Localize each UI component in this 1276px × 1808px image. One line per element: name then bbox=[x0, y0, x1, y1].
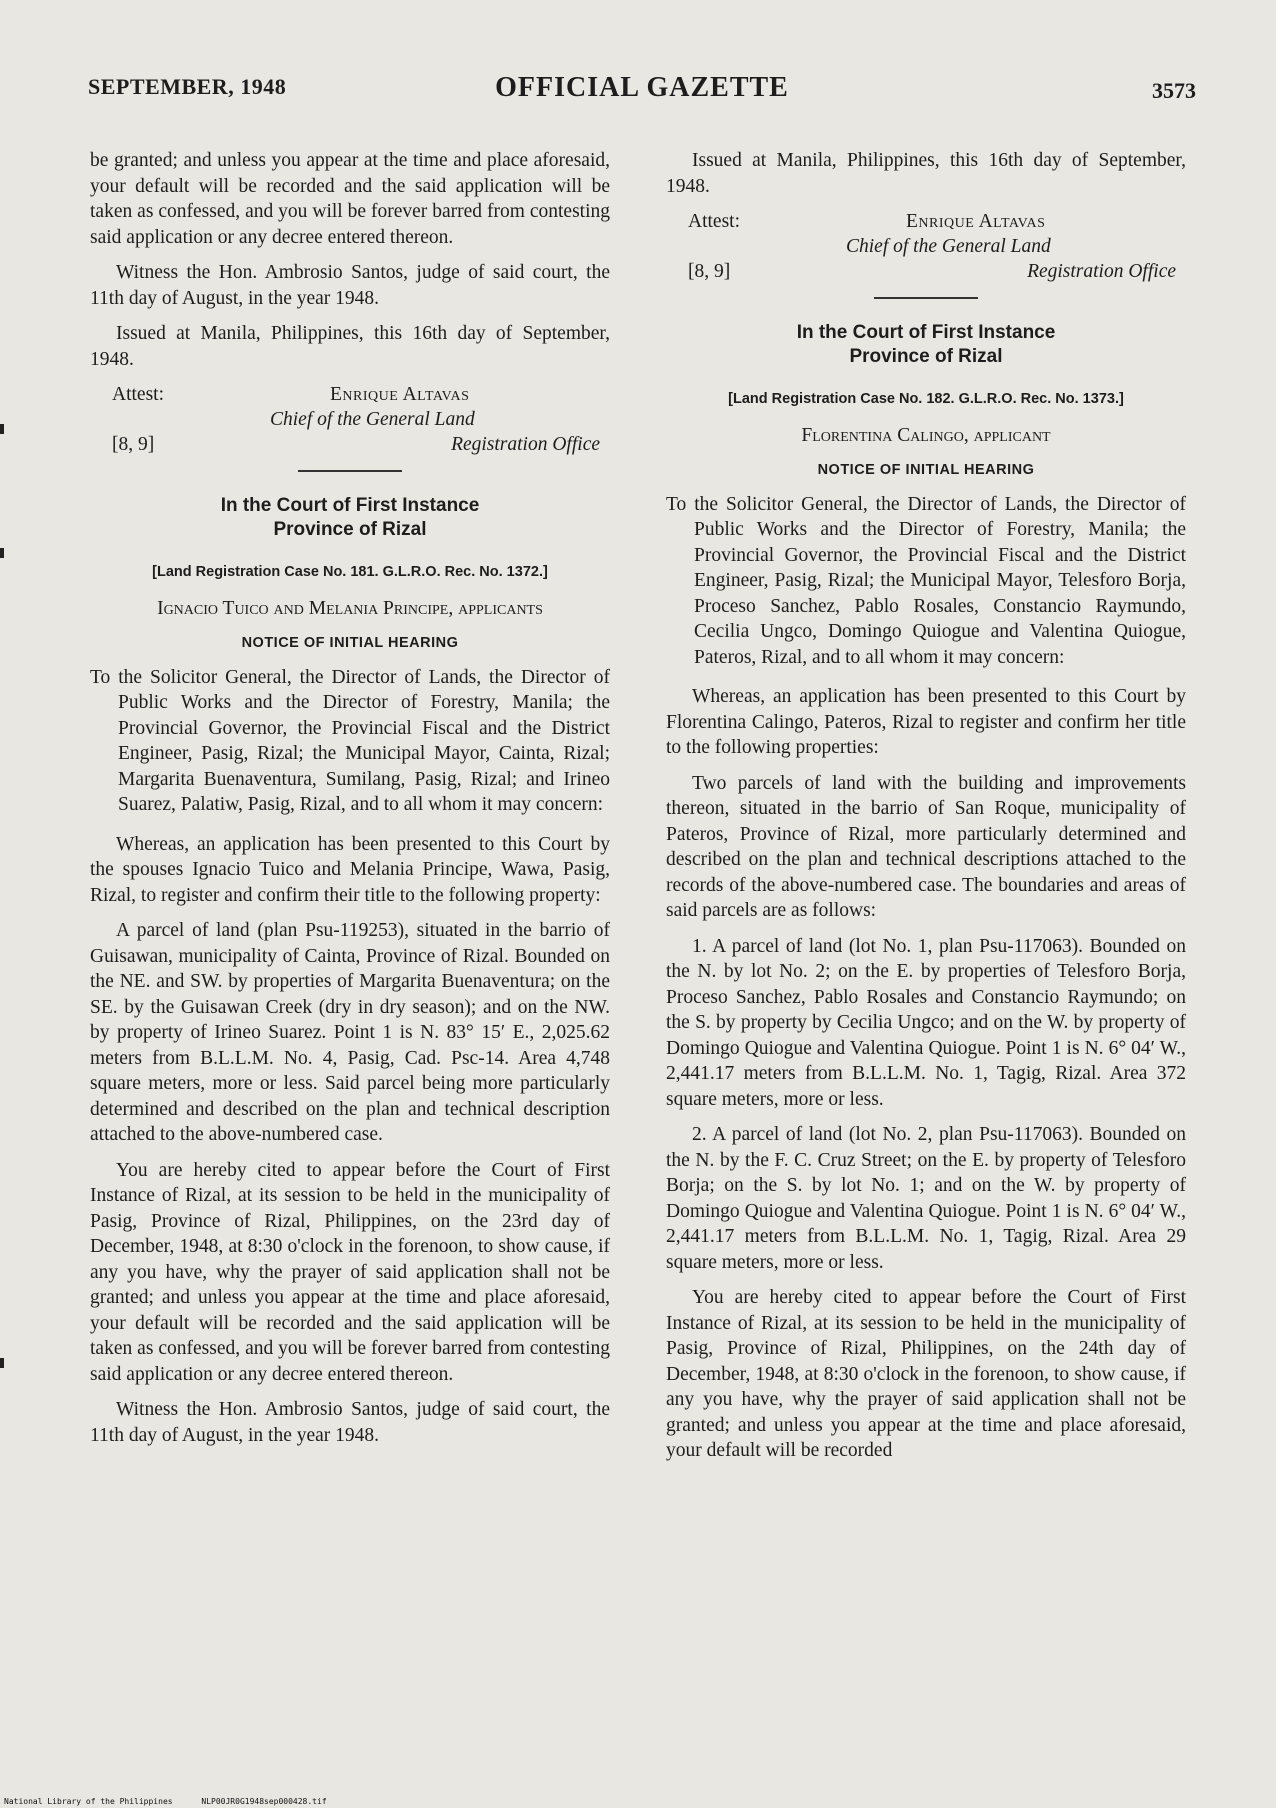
scan-edge-mark bbox=[0, 1358, 4, 1368]
parcel-paragraph: 2. A parcel of land (lot No. 2, plan Psu-117063). Bounded on the N. by the F. C. Cruz Street; on the E. by property of Telesforo Borja; on the S. by lot No. 1; and on the W. by property of Domingo Quiogue and Valentina Quiogue. Point 1 is N. 6° 04′ W., 2,441.17 meters from B.L.L.M. No. 1, Tagig, Rizal. Area 29 square meters, more or less. bbox=[666, 1124, 1186, 1273]
section-divider bbox=[298, 470, 402, 472]
case-number: [Land Registration Case No. 182. G.L.R.O. Rec. No. 1373.] bbox=[728, 391, 1124, 407]
court-heading-line1: In the Court of First Instance bbox=[220, 495, 480, 516]
court-heading-line1: In the Court of First Instance bbox=[796, 322, 1056, 343]
notice-heading: NOTICE OF INITIAL HEARING bbox=[817, 462, 1035, 478]
parcel-paragraph: 1. A parcel of land (lot No. 1, plan Psu-117063). Bounded on the N. by lot No. 2; on the E. by properties of Telesforo Borja, Proceso Sanchez, Pablo Rosales and Constancio Raymundo; on the S. by property by Cecilia Ungco; and on the W. by property of Domingo Quiogue and Valentina Quiogue. Point 1 is N. 6° 04′ W., 2,441.17 meters from B.L.L.M. No. 1, Tagig, Rizal. Area 372 square meters, more or less. bbox=[666, 935, 1186, 1110]
witness-paragraph: Witness the Hon. Ambrosio Santos, judge of said court, the 11th day of August, in the year 1948. bbox=[90, 262, 610, 309]
notice-heading: NOTICE OF INITIAL HEARING bbox=[241, 635, 459, 651]
whereas-paragraph: Whereas, an application has been presented to this Court by Florentina Calingo, Pateros, Rizal to register and confirm her title to the following properties: bbox=[666, 686, 1186, 758]
attest-title-line1: Chief of the General Land bbox=[846, 236, 1051, 257]
parcels-intro-paragraph: Two parcels of land with the building and improvements thereon, situated in the barrio of San Roque, municipality of Pateros, Province of Rizal, more particularly determined and described on the plan and technical descriptions attached to the records of the above-numbered case. The boundaries and areas of said parcels are as follows: bbox=[666, 772, 1186, 921]
issued-paragraph: Issued at Manila, Philippines, this 16th day of September, 1948. bbox=[90, 323, 610, 370]
issued-paragraph: Issued at Manila, Philippines, this 16th day of September, 1948. bbox=[666, 150, 1186, 197]
whereas-paragraph: Whereas, an application has been presented to this Court by the spouses Ignacio Tuico and Melania Principe, Wawa, Pasig, Rizal, to register and confirm their title to the following property: bbox=[90, 833, 610, 906]
continued-paragraph: be granted; and unless you appear at the time and place aforesaid, your default will be recorded and the said application will be taken as confessed, and you will be forever barred from contesting said application or any decree entered thereon. bbox=[90, 150, 610, 248]
cited-paragraph: You are hereby cited to appear before the Court of First Instance of Rizal, at its session to be held in the municipality of Pasig, Province of Rizal, Philippines, on the 24th day of December, 1948, at 8:30 o'clock in the forenoon, to show cause, if any you have, why the prayer of said application shall not be granted; and unless you appear at the time and place aforesaid, your default will be recorded bbox=[666, 1287, 1186, 1461]
attest-title-line2: Registration Office bbox=[1027, 261, 1176, 282]
attest-title-line1: Chief of the General Land bbox=[270, 409, 475, 430]
attest-label: Attest: bbox=[112, 384, 164, 405]
attest-block bbox=[666, 209, 1186, 283]
addressee-paragraph: To the Solicitor General, the Director of Lands, the Director of Public Works and the Director of Forestry, Manila; the Provincial Governor, the Provincial Fiscal and the District Engineer, Pasig, Rizal; the Municipal Mayor, Cainta, Rizal; Margarita Buenaventura, Sumilang, Pasig, Rizal; and Irineo Suarez, Palatiw, Pasig, Rizal, and to all whom it may concern: bbox=[90, 666, 610, 815]
scan-edge-mark bbox=[0, 548, 4, 558]
attest-title-line2: Registration Office bbox=[451, 434, 600, 455]
attest-block bbox=[90, 382, 610, 456]
left-column bbox=[90, 148, 610, 1458]
page-number: 3573 bbox=[1152, 78, 1196, 103]
page-header bbox=[88, 72, 1196, 112]
applicant-line: Florentina Calingo, applicant bbox=[801, 424, 1051, 446]
cited-paragraph: You are hereby cited to appear before the Court of First Instance of Rizal, at its session to be held in the municipality of Pasig, Province of Rizal, Philippines, on the 23rd day of December, 1948, at 8:30 o'clock in the forenoon, to show cause, if any you have, why the prayer of said application shall not be granted; and unless you appear at the time and place aforesaid, your default will be recorded and the said application will be taken as confessed, and you will be forever barred from contesting said application or any decree entered thereon. bbox=[90, 1159, 610, 1385]
footer-library: National Library of the Philippines bbox=[4, 1797, 173, 1806]
parcel-paragraph: A parcel of land (plan Psu-119253), situated in the barrio of Guisawan, municipality of Cainta, Province of Rizal. Bounded on the NE. and SW. by properties of Margarita Buenaventura; on the SE. by the Guisawan Creek (dry in dry season); and on the NW. by property of Irineo Suarez. Point 1 is N. 83° 15′ E., 2,025.62 meters from B.L.L.M. No. 4, Pasig, Cad. Psc-14. Area 4,748 square meters, more or less. Said parcel being more particularly determined and described on the plan and technical description attached to the above-numbered case. bbox=[90, 920, 610, 1145]
attest-name: Enrique Altavas bbox=[330, 384, 470, 405]
footer-file: NLP00JR0G1948sep000428.tif bbox=[201, 1797, 327, 1806]
attest-ref: [8, 9] bbox=[688, 261, 731, 282]
attest-label: Attest: bbox=[688, 211, 740, 232]
attest-name: Enrique Altavas bbox=[906, 211, 1046, 232]
court-heading bbox=[90, 494, 610, 542]
header-title: OFFICIAL GAZETTE bbox=[495, 72, 789, 103]
court-heading-line2: Province of Rizal bbox=[273, 519, 427, 540]
scan-edge-mark bbox=[0, 424, 4, 434]
right-column bbox=[666, 148, 1186, 1474]
header-date: SEPTEMBER, 1948 bbox=[88, 74, 287, 99]
case-number: [Land Registration Case No. 181. G.L.R.O. Rec. No. 1372.] bbox=[152, 564, 548, 580]
attest-ref: [8, 9] bbox=[112, 434, 155, 455]
court-heading bbox=[666, 321, 1186, 369]
applicants-line: Ignacio Tuico and Melania Principe, applicants bbox=[157, 597, 543, 619]
witness-paragraph: Witness the Hon. Ambrosio Santos, judge of said court, the 11th day of August, in the year 1948. bbox=[90, 1399, 610, 1446]
court-heading-line2: Province of Rizal bbox=[849, 346, 1003, 367]
addressee-paragraph: To the Solicitor General, the Director of Lands, the Director of Public Works and the Director of Forestry, Manila; the Provincial Governor, the Provincial Fiscal and the District Engineer, Pasig, Rizal; the Municipal Mayor, Telesforo Borja, Proceso Sanchez, Pablo Rosales, Constancio Raymundo, Cecilia Ungco, Domingo Quiogue and Valentina Quiogue, Pateros, Rizal, and to all whom it may concern: bbox=[666, 493, 1186, 668]
scan-footer bbox=[4, 1797, 351, 1806]
section-divider bbox=[874, 297, 978, 299]
